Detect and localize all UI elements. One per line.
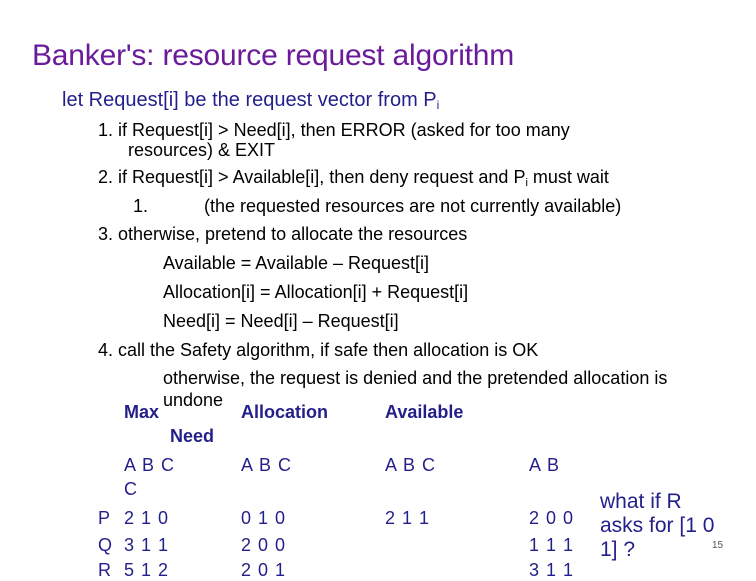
slide-number: 15 (712, 540, 724, 551)
step-2-subscript: i (525, 177, 528, 189)
row-label-r: R (98, 560, 112, 580)
step-2 (98, 167, 609, 189)
step-1-line-2: resources) & EXIT (128, 140, 276, 160)
row-label-q: Q (98, 535, 114, 555)
row-p-need: 2 0 0 (529, 508, 575, 528)
what-if-callout (600, 490, 714, 562)
intro-subscript: i (436, 98, 440, 112)
row-p-available: 2 1 1 (385, 508, 431, 528)
row-r-allocation: 2 0 1 (241, 560, 287, 580)
max-abc-header: A B C (124, 455, 176, 475)
row-p-max: 2 1 0 (124, 508, 170, 528)
row-q-allocation: 2 0 0 (241, 535, 287, 555)
step-2-note: (the requested resources are not currently available) (204, 196, 622, 216)
header-allocation: Allocation (241, 402, 329, 422)
row-q-need: 1 1 1 (529, 535, 575, 555)
step-2-text: 2. if Request[i] > Available[i], then deny request and P (98, 167, 526, 187)
step-4: 4. call the Safety algorithm, if safe then allocation is OK (98, 340, 539, 360)
max-abc-header-wrap: C (124, 479, 138, 499)
header-available: Available (385, 402, 464, 422)
step-3-need: Need[i] = Need[i] – Request[i] (163, 311, 399, 331)
header-need: Need (170, 426, 215, 446)
need-abc-header: A B (529, 455, 561, 475)
callout-line-2: asks for [1 0 (600, 514, 715, 537)
step-3: 3. otherwise, pretend to allocate the resources (98, 224, 468, 244)
row-q-max: 3 1 1 (124, 535, 170, 555)
header-max: Max (124, 402, 160, 422)
row-r-need: 3 1 1 (529, 560, 575, 580)
allocation-abc-header: A B C (241, 455, 293, 475)
callout-line-3: 1] ? (600, 538, 636, 561)
row-p-allocation: 0 1 0 (241, 508, 287, 528)
callout-line-1: what if R (600, 490, 682, 513)
step-4-otherwise: otherwise, the request is denied and the pretended allocation is (163, 368, 668, 388)
available-abc-header: A B C (385, 455, 437, 475)
intro-line (62, 89, 439, 112)
row-r-max: 5 1 2 (124, 560, 170, 580)
intro-text: let Request[i] be the request vector from P (62, 89, 437, 111)
step-2-note-number: 1. (133, 196, 149, 216)
row-label-p: P (98, 508, 112, 528)
slide-title: Banker's: resource request algorithm (32, 39, 515, 72)
step-3-available: Available = Available – Request[i] (163, 253, 430, 273)
step-4-undone: undone (163, 390, 224, 410)
step-3-allocation: Allocation[i] = Allocation[i] + Request[i] (163, 282, 469, 302)
step-2-tail: must wait (527, 167, 609, 187)
step-1-line-1: 1. if Request[i] > Need[i], then ERROR (asked for too many (98, 120, 570, 140)
